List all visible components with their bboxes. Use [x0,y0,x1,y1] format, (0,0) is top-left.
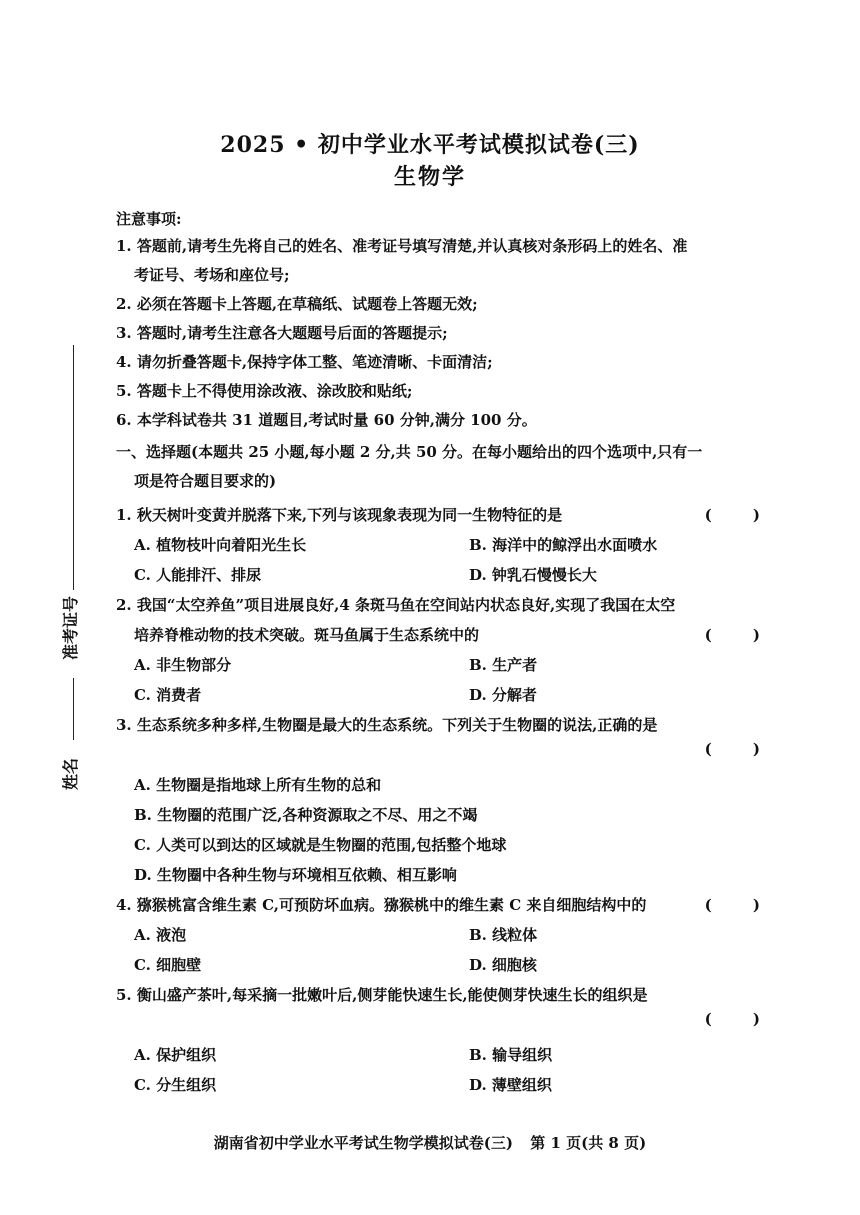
notice-item: 4. 请勿折叠答题卡,保持字体工整、笔迹清晰、卡面清洁; [116,353,493,371]
question-stem [116,890,786,920]
option-row [116,680,786,710]
option-row [116,1040,786,1070]
option: D. 薄壁组织 [469,1076,552,1094]
notice-item: 3. 答题时,请考生注意各大题题号后面的答题提示; [116,324,448,342]
option: D. 分解者 [469,686,537,704]
question-list [116,500,786,1100]
notice-item: 5. 答题卡上不得使用涂改液、涂改胶和贴纸; [116,382,413,400]
question-stem [116,590,786,620]
option: B. 海洋中的鲸浮出水面喷水 [469,536,658,554]
exam-id-label: 准考证号 [61,595,80,660]
option: C. 消费者 [134,686,202,704]
section-heading-line: 项是符合题目要求的) [134,472,277,490]
question-stem [116,620,786,650]
notice-heading: 注意事项: [116,210,182,228]
option: C. 细胞壁 [134,956,202,974]
option-row [116,1070,786,1100]
option-row [116,530,786,560]
section-heading [116,438,786,496]
option: C. 人类可以到达的区域就是生物圈的范围,包括整个地球 [134,836,507,854]
option-row [116,650,786,680]
answer-blank: ( ) [704,626,778,644]
notice-list [116,232,786,435]
option: A. 植物枝叶向着阳光生长 [134,536,307,554]
footer-title: 湖南省初中学业水平考试生物学模拟试卷(三) [213,1134,513,1152]
option: A. 非生物部分 [134,656,232,674]
subject-title: 生物学 [393,164,466,190]
option: A. 液泡 [134,926,187,944]
notice-item: 6. 本学科试卷共 31 道题目,考试时量 60 分钟,满分 100 分。 [116,411,537,429]
answer-blank: ( ) [704,506,778,524]
option: B. 线粒体 [469,926,538,944]
question-text: 培养脊椎动物的技术突破。斑马鱼属于生态系统中的 [134,626,480,644]
notice-item: 考证号、考场和座位号; [134,266,290,284]
page-footer [0,1132,860,1153]
option: B. 生产者 [469,656,538,674]
option: A. 保护组织 [134,1046,217,1064]
answer-line [116,740,786,770]
exam-title: 2025 • 初中学业水平考试模拟试卷(三) [220,132,640,158]
option: A. 生物圈是指地球上所有生物的总和 [134,776,382,794]
question-text: 4. 猕猴桃富含维生素 C,可预防坏血病。猕猴桃中的维生素 C 来自细胞结构中的 [116,896,647,914]
question-text: 5. 衡山盛产茶叶,每采摘一批嫩叶后,侧芽能快速生长,能使侧芽快速生长的组织是 [116,986,648,1004]
option: D. 细胞核 [469,956,537,974]
question-stem [116,710,786,740]
exam-id-rule [73,345,74,590]
option: C. 人能排汗、排尿 [134,566,262,584]
option: D. 钟乳石慢慢长大 [469,566,597,584]
answer-blank: ( ) [704,896,778,914]
page-number: 第 1 页(共 8 页) [530,1134,647,1152]
answer-blank: ( ) [704,1010,778,1028]
question-stem [116,980,786,1010]
question-text: 2. 我国“太空养鱼”项目进展良好,4 条斑马鱼在空间站内状态良好,实现了我国在太空 [116,596,676,614]
question-text: 3. 生态系统多种多样,生物圈是最大的生态系统。下列关于生物圈的说法,正确的是 [116,716,658,734]
option: B. 生物圈的范围广泛,各种资源取之不尽、用之不竭 [134,806,478,824]
notice-item: 2. 必须在答题卡上答题,在草稿纸、试题卷上答题无效; [116,295,478,313]
answer-blank: ( ) [704,740,778,758]
option: D. 生物圈中各种生物与环境相互依赖、相互影响 [134,866,457,884]
section-heading-line: 一、选择题(本题共 25 小题,每小题 2 分,共 50 分。在每小题给出的四个选项中,只有一 [116,443,703,461]
option-row [116,950,786,980]
name-rule [73,678,74,740]
option-row [116,920,786,950]
notice-item: 1. 答题前,请考生先将自己的姓名、准考证号填写清楚,并认真核对条形码上的姓名、准 [116,237,688,255]
name-label: 姓名 [61,757,80,790]
option: B. 输导组织 [469,1046,553,1064]
question-stem [116,500,786,530]
option: C. 分生组织 [134,1076,217,1094]
question-text: 1. 秋天树叶变黄并脱落下来,下列与该现象表现为同一生物特征的是 [116,506,563,524]
answer-line [116,1010,786,1040]
option-row [116,560,786,590]
